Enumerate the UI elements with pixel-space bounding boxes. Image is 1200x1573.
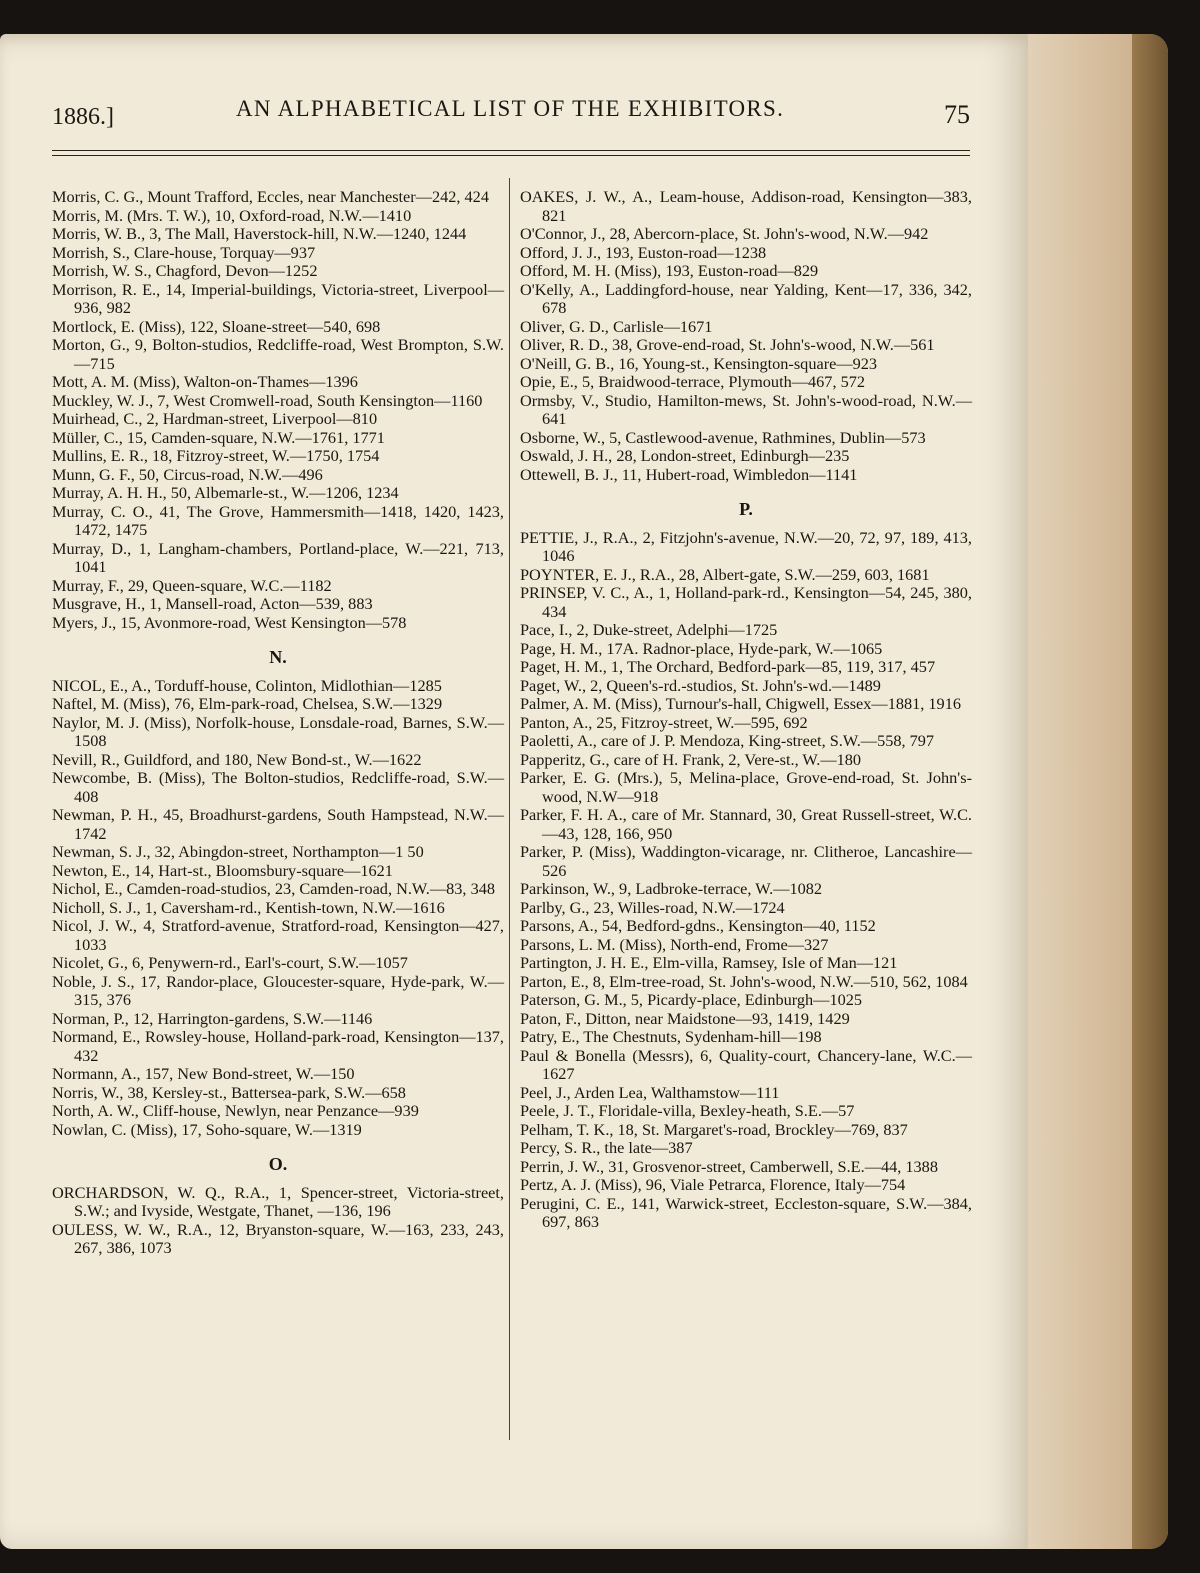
exhibitor-entry: Murray, A. H. H., 50, Albemarle-st., W.—1206, 1234 [52,483,399,502]
exhibitor-entry: Newton, E., 14, Hart-st., Bloomsbury-square—1621 [52,860,393,880]
exhibitor-entry: Peel, J., Arden Lea, Walthamstow—111 [520,1082,780,1102]
exhibitor-entry: PRINSEP, V. C., A., 1, Holland-park-rd., Kensington—54, 245, 380, 434 [520,583,972,621]
exhibitor-entry: Peele, J. T., Floridale-villa, Bexley-heath, S.E.—57 [520,1101,855,1120]
exhibitor-entry: Mott, A. M. (Miss), Walton-on-Thames—1396 [52,372,358,391]
exhibitor-entry: Patry, E., The Chestnuts, Sydenham-hill—198 [520,1027,822,1046]
exhibitor-entry: Oliver, R. D., 38, Grove-end-road, St. John's-wood, N.W.—561 [520,335,935,354]
exhibitor-entry: Morrish, W. S., Chagford, Devon—1252 [52,261,318,280]
exhibitor-entry: Nichol, E., Camden-road-studios, 23, Camden-road, N.W.—83, 348 [52,879,495,898]
exhibitor-entry: Norris, W., 38, Kersley-st., Battersea-park, S.W.—658 [52,1082,406,1102]
exhibitor-entry: Musgrave, H., 1, Mansell-road, Acton—539, 883 [52,594,373,613]
exhibitor-entry: Mortlock, E. (Miss), 122, Sloane-street—540, 698 [52,316,381,336]
exhibitor-entry: Nowlan, C. (Miss), 17, Soho-square, W.—1319 [52,1119,362,1139]
header-title: AN ALPHABETICAL LIST OF THE EXHIBITORS. [236,96,785,121]
exhibitor-entry: Paget, W., 2, Queen's-rd.-studios, St. John's-wd.—1489 [520,675,881,695]
section-letter: P. [739,499,753,519]
left-column [52,188,504,1258]
exhibitor-entry: Page, H. M., 17A. Radnor-place, Hyde-park, W.—1065 [520,638,883,658]
exhibitor-entry: Ormsby, V., Studio, Hamilton-mews, St. John's-wood-road, N.W.—641 [520,390,972,428]
exhibitor-entry: Munn, G. F., 50, Circus-road, N.W.—496 [52,464,323,484]
page-header [52,96,970,128]
exhibitor-entry: Offord, J. J., 193, Euston-road—1238 [520,242,767,262]
exhibitor-entry: Parlby, G., 23, Willes-road, N.W.—1724 [520,897,785,917]
exhibitor-entry: Nicol, J. W., 4, Stratford-avenue, Stratford-road, Kensington—427, 1033 [52,916,504,954]
exhibitor-entry: Müller, C., 15, Camden-square, N.W.—1761, 1771 [52,427,385,447]
exhibitor-entry: Perrin, J. W., 31, Grosvenor-street, Camberwell, S.E.—44, 1388 [520,1156,938,1176]
exhibitor-entry: Osborne, W., 5, Castlewood-avenue, Rathmines, Dublin—573 [520,427,926,447]
exhibitor-entry: Muckley, W. J., 7, West Cromwell-road, South Kensington—1160 [52,390,483,410]
exhibitor-entry: POYNTER, E. J., R.A., 28, Albert-gate, S.W.—259, 603, 1681 [520,564,930,584]
exhibitor-entry: Offord, M. H. (Miss), 193, Euston-road—829 [520,261,819,280]
exhibitor-entry: NICOL, E., A., Torduff-house, Colinton, Midlothian—1285 [52,675,442,695]
right-column [520,188,972,1232]
exhibitor-entry: Partington, J. H. E., Elm-villa, Ramsey, Isle of Man—121 [520,953,898,972]
exhibitor-entry: Morris, M. (Mrs. T. W.), 10, Oxford-road, N.W.—1410 [52,205,412,225]
exhibitor-entry: Normand, E., Rowsley-house, Holland-park-road, Kensington—137, 432 [52,1027,504,1065]
exhibitor-entry: Morrison, R. E., 14, Imperial-buildings, Victoria-street, Liverpool—936, 982 [52,279,504,317]
exhibitor-entry: Nevill, R., Guildford, and 180, New Bond-st., W.—1622 [52,749,422,769]
exhibitor-entry: O'Neill, G. B., 16, Young-st., Kensington-square—923 [520,353,878,373]
exhibitor-entry: OULESS, W. W., R.A., 12, Bryanston-square, W.—163, 233, 243, 267, 386, 1073 [52,1219,504,1257]
exhibitor-entry: Newman, P. H., 45, Broadhurst-gardens, South Hampstead, N.W.—1742 [52,805,504,843]
exhibitor-entry: Panton, A., 25, Fitzroy-street, W.—595, 692 [520,712,808,732]
exhibitor-entry: Parton, E., 8, Elm-tree-road, St. John's-wood, N.W.—510, 562, 1084 [520,971,968,991]
exhibitor-entry: Norman, P., 12, Harrington-gardens, S.W.—1146 [52,1008,373,1028]
exhibitor-entry: O'Connor, J., 28, Abercorn-place, St. John's-wood, N.W.—942 [520,224,929,243]
exhibitor-entry: Newman, S. J., 32, Abingdon-street, Northampton—1 50 [52,842,424,861]
exhibitor-entry: Naftel, M. (Miss), 76, Elm-park-road, Chelsea, S.W.—1329 [52,694,443,713]
exhibitor-entry: Parker, F. H. A., care of Mr. Stannard, 30, Great Russell-street, W.C.—43, 128, 166, 950 [520,805,972,843]
exhibitor-entry: Mullins, E. R., 18, Fitzroy-street, W.—1750, 1754 [52,446,380,465]
header-year: 1886.] [52,104,114,130]
exhibitor-entry: O'Kelly, A., Laddingford-house, near Yalding, Kent—17, 336, 342, 678 [520,279,972,317]
exhibitor-entry: Murray, F., 29, Queen-square, W.C.—1182 [52,575,332,595]
exhibitor-entry: Paoletti, A., care of J. P. Mendoza, King-street, S.W.—558, 797 [520,731,935,750]
exhibitor-entry: Paul & Bonella (Messrs), 6, Quality-court, Chancery-lane, W.C.—1627 [520,1045,972,1083]
exhibitor-entry: ORCHARDSON, W. Q., R.A., 1, Spencer-street, Victoria-street, S.W.; and Ivyside, Westgate, Thanet, —136, 196 [52,1182,504,1220]
exhibitor-entry: PETTIE, J., R.A., 2, Fitzjohn's-avenue, N.W.—20, 72, 97, 189, 413, 1046 [520,527,972,565]
exhibitor-entry: Murray, D., 1, Langham-chambers, Portland-place, W.—221, 713, 1041 [52,538,504,576]
exhibitor-entry: Naylor, M. J. (Miss), Norfolk-house, Lonsdale-road, Barnes, S.W.—1508 [52,712,504,750]
exhibitor-entry: Parsons, A., 54, Bedford-gdns., Kensington—40, 1152 [520,916,876,935]
exhibitor-entry: Parkinson, W., 9, Ladbroke-terrace, W.—1082 [520,879,823,898]
header-rule [52,150,970,156]
exhibitor-entry: Pelham, T. K., 18, St. Margaret's-road, Brockley—769, 837 [520,1119,908,1139]
exhibitor-entry: Paterson, G. M., 5, Picardy-place, Edinburgh—1025 [520,990,863,1009]
exhibitor-entry: Morris, W. B., 3, The Mall, Haverstock-hill, N.W.—1240, 1244 [52,224,467,243]
exhibitor-entry: Parker, P. (Miss), Waddington-vicarage, nr. Clitheroe, Lancashire—526 [520,842,972,880]
exhibitor-entry: Murray, C. O., 41, The Grove, Hammersmith—1418, 1420, 1423, 1472, 1475 [52,501,504,539]
exhibitor-entry: Parker, E. G. (Mrs.), 5, Melina-place, Grove-end-road, St. John's-wood, N.W—918 [520,768,972,806]
exhibitor-entry: Pertz, A. J. (Miss), 96, Viale Petrarca, Florence, Italy—754 [520,1175,906,1194]
column-divider [509,178,510,1440]
exhibitor-entry: Oswald, J. H., 28, London-street, Edinburgh—235 [520,446,850,465]
exhibitor-entry: Nicholl, S. J., 1, Caversham-rd., Kentish-town, N.W.—1616 [52,897,445,917]
exhibitor-entry: Papperitz, G., care of H. Frank, 2, Vere-st., W.—180 [520,749,862,769]
exhibitor-entry: Parsons, L. M. (Miss), North-end, Frome—327 [520,934,829,954]
exhibitor-entry: Morrish, S., Clare-house, Torquay—937 [52,242,316,262]
section-letter: N. [269,647,287,667]
exhibitor-entry: North, A. W., Cliff-house, Newlyn, near Penzance—939 [52,1101,419,1120]
exhibitor-entry: OAKES, J. W., A., Leam-house, Addison-road, Kensington—383, 821 [520,187,972,225]
exhibitor-entry: Palmer, A. M. (Miss), Turnour's-hall, Chigwell, Essex—1881, 1916 [520,694,961,713]
book-page-edges [1018,34,1168,1549]
exhibitor-entry: Pace, I., 2, Duke-street, Adelphi—1725 [520,620,778,639]
exhibitor-entry: Opie, E., 5, Braidwood-terrace, Plymouth—467, 572 [520,372,866,391]
exhibitor-entry: Morton, G., 9, Bolton-studios, Redcliffe-road, West Brompton, S.W.—715 [52,335,504,373]
exhibitor-entry: Noble, J. S., 17, Randor-place, Gloucester-square, Hyde-park, W.—315, 376 [52,971,504,1009]
exhibitor-entry: Normann, A., 157, New Bond-street, W.—150 [52,1064,355,1083]
exhibitor-entry: Muirhead, C., 2, Hardman-street, Liverpool—810 [52,409,378,428]
exhibitor-entry: Paget, H. M., 1, The Orchard, Bedford-park—85, 119, 317, 457 [520,657,936,676]
exhibitor-entry: Perugini, C. E., 141, Warwick-street, Eccleston-square, S.W.—384, 697, 863 [520,1193,972,1231]
exhibitor-entry: Oliver, G. D., Carlisle—1671 [520,316,713,336]
exhibitor-entry: Ottewell, B. J., 11, Hubert-road, Wimbledon—1141 [520,464,858,484]
exhibitor-entry: Nicolet, G., 6, Penywern-rd., Earl's-court, S.W.—1057 [52,953,408,972]
exhibitor-entry: Myers, J., 15, Avonmore-road, West Kensington—578 [52,612,407,632]
exhibitor-entry: Morris, C. G., Mount Trafford, Eccles, near Manchester—242, 424 [52,187,489,206]
exhibitor-entry: Paton, F., Ditton, near Maidstone—93, 1419, 1429 [520,1008,850,1028]
page-number: 75 [944,100,970,129]
section-letter: O. [268,1154,288,1174]
exhibitor-entry: Percy, S. R., the late—387 [520,1138,693,1157]
exhibitor-entry: Newcombe, B. (Miss), The Bolton-studios, Redcliffe-road, S.W.—408 [52,768,504,806]
